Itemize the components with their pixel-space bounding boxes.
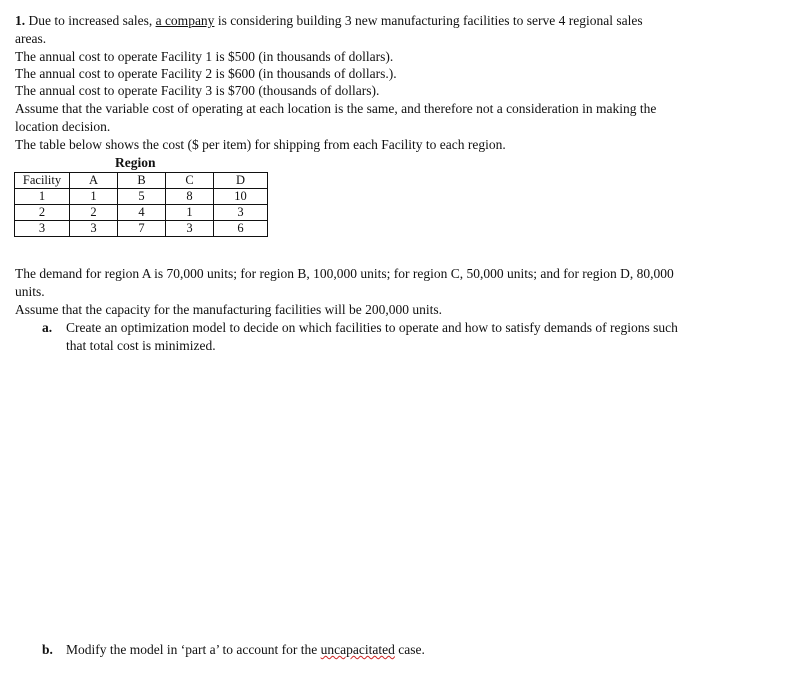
intro-link-company: a company [155,13,215,28]
shipping-cost-table [14,172,268,237]
table-cell: 3 [15,221,70,237]
table-cell: 3 [166,221,214,237]
header-c: C [166,173,214,189]
part-a-line-2: that total cost is minimized. [66,338,216,353]
part-b-text-post: case. [394,642,425,657]
table-cell: 3 [214,205,268,221]
header-facility: Facility [15,173,70,189]
table-cell: 3 [70,221,118,237]
question-intro [15,12,775,30]
region-title: Region [115,155,156,170]
assumption-line-2: location decision. [15,119,111,134]
cost-line-1: The annual cost to operate Facility 1 is $500 (in thousands of dollars). [15,49,394,64]
question-number: 1. [15,13,26,28]
table-cell: 5 [118,189,166,205]
table-cell: 4 [118,205,166,221]
part-b-word-uncapacitated: uncapacitated [320,642,395,657]
table-cell: 8 [166,189,214,205]
intro-text-2: is considering building 3 new manufacturing facilities to serve 4 regional sales [214,13,643,28]
table-cell: 1 [15,189,70,205]
table-header-row [15,173,268,189]
table-cell: 7 [118,221,166,237]
table-cell: 1 [70,189,118,205]
part-a-line-1: Create an optimization model to decide on which facilities to operate and how to satisfy demands of regions such [66,320,678,335]
cost-line-2: The annual cost to operate Facility 2 is $600 (in thousands of dollars.). [15,66,397,81]
demand-line-1: The demand for region A is 70,000 units; for region B, 100,000 units; for region C, 50,000 units; and for region D, 80,000 [15,266,674,281]
table-row [15,221,268,237]
part-b-text [66,641,766,659]
part-a-label: a. [42,320,53,335]
table-row [15,205,268,221]
table-cell: 2 [70,205,118,221]
header-b: B [118,173,166,189]
intro-continuation: areas. [15,31,47,46]
table-cell: 1 [166,205,214,221]
header-a: A [70,173,118,189]
capacity-line: Assume that the capacity for the manufacturing facilities will be 200,000 units. [15,302,443,317]
table-cell: 2 [15,205,70,221]
table-cell: 6 [214,221,268,237]
table-cell: 10 [214,189,268,205]
demand-line-2: units. [15,284,45,299]
part-b-text-pre: Modify the model in ‘part a’ to account for the [66,642,321,657]
table-intro: The table below shows the cost ($ per item) for shipping from each Facility to each region. [15,137,506,152]
header-d: D [214,173,268,189]
table-row [15,189,268,205]
part-b-label: b. [42,642,53,657]
cost-line-3: The annual cost to operate Facility 3 is $700 (thousands of dollars). [15,83,380,98]
assumption-line-1: Assume that the variable cost of operating at each location is the same, and therefore not a consideration in making the [15,101,657,116]
intro-text-1: Due to increased sales, [28,13,156,28]
